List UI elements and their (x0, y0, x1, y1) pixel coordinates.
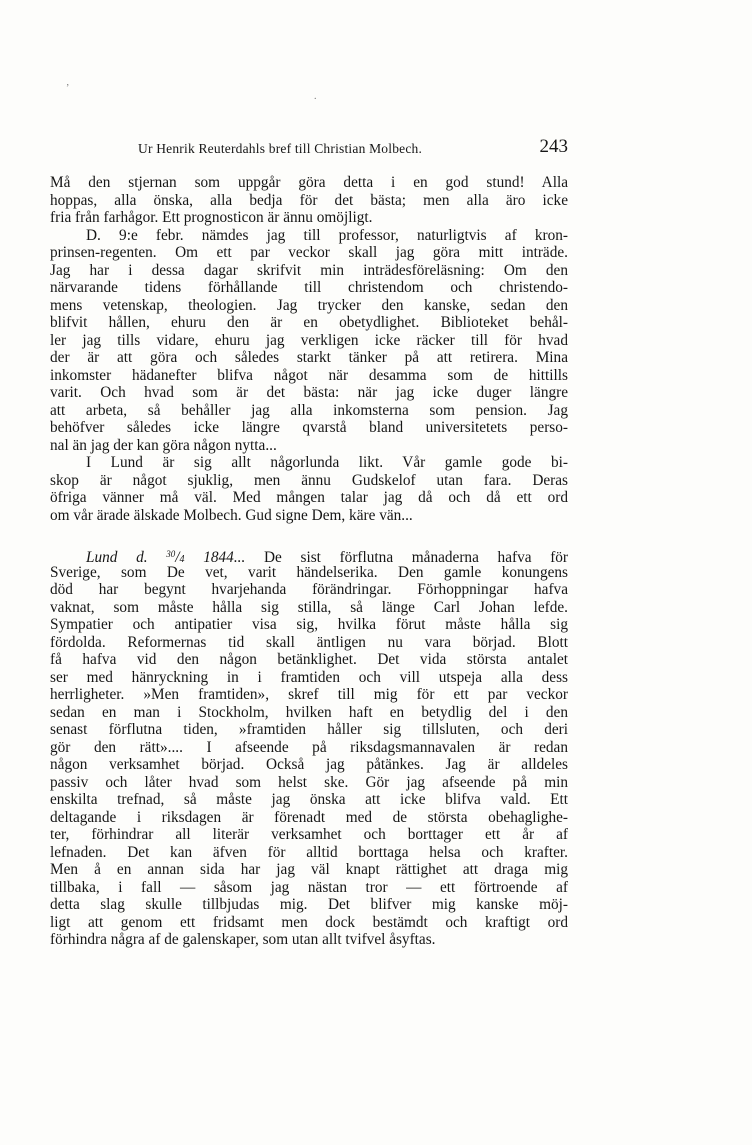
text-line: prinsen-regenten. Om ett par veckor skall jag göra mitt inträde. (50, 244, 568, 261)
text-line: fördolda. Reformernas tid skall äntligen nu vara börjad. Blott (50, 633, 568, 651)
stray-mark: ’ (66, 83, 70, 94)
text-line: Men å en annan sida har jag väl knapt rättighet att draga mig (50, 861, 568, 878)
text-line: död har begynt hvarjehanda förändringar. Förhoppningar hafva (50, 581, 568, 598)
section-gap (50, 524, 568, 546)
running-head: Ur Henrik Reuterdahls bref till Christian Molbech. (138, 141, 423, 156)
text-line: ser med hänryckning in i framtiden och vill utspeja alla dess (50, 668, 568, 686)
text-line: närvarande tidens förhållande till christendom och christendo- (50, 279, 568, 296)
text-line: blifvit hållen, ehuru den är en obetydlighet. Biblioteket behål- (50, 314, 568, 331)
text-line: herrligheter. »Men framtiden», skref till mig för ett par veckor (50, 686, 568, 703)
text-line: lefnaden. Det kan äfven för alltid borttaga helsa och krafter. (50, 843, 568, 861)
text-line: Må den stjernan som uppgår göra detta i en god stund! Alla (50, 174, 568, 191)
text-line: nal än jag der kan göra någon nytta... (50, 436, 277, 454)
text-line: senast förflutna tiden, »framtiden håller sig tillsluten, och deri (50, 721, 568, 738)
stray-dot: . (314, 91, 317, 102)
text-line: enskilta trefnad, så måste jag önska att icke blifva vald. Ett (50, 791, 568, 808)
text-line: tillbaka, i fall — såsom jag nästan tror — ett förtroende af (50, 878, 568, 896)
text-line: sedan en man i Stockholm, hvilken haft en betydlig del i den (50, 703, 568, 721)
text-line: mens vetenskap, theologien. Jag trycker den kanske, sedan den (50, 296, 568, 314)
text-line: Sverige, som De vet, varit händelserika. Den gamle konungens (50, 563, 568, 581)
text-line: någon verksamhet börjad. Också jag påtänkes. Jag är alldeles (50, 756, 568, 773)
text-line: förhindra några af de galenskaper, som utan allt tvifvel åsyftas. (50, 931, 436, 948)
text-line: vaknat, som måste hålla sig stilla, så länge Carl Johan lefde. (50, 598, 568, 616)
text-line: om vår ärade älskade Molbech. Gud signe Dem, käre vän... (50, 506, 413, 524)
page-header (50, 138, 568, 160)
text-line: varit. Och hvad som är det bästa: när jag icke duger längre (50, 384, 568, 401)
page-number: 243 (539, 136, 568, 157)
text-line: der är att göra och således starkt tänker på att retirera. Mina (50, 349, 568, 366)
first-line-text: De sist förflutna månaderna hafva för (264, 549, 569, 566)
text-line: hoppas, alla önska, alla bedja för det bästa; men alla äro icke (50, 191, 568, 209)
text-line: ligt att genom ett fridsamt men dock bestämdt och kraftigt ord (50, 913, 568, 931)
text-line: detta slag skulle tillbjudas mig. Det blifver mig kanske möj- (50, 896, 568, 913)
text-line: gör den rätt».... I afseende på riksdagsmannavalen är redan (50, 738, 568, 756)
text-line: behöfver således icke längre qvarstå bland universitetets perso- (50, 419, 568, 436)
letter-section-1 (50, 174, 568, 524)
text-line: öfriga vänner må väl. Med mången talar jag då och då ett ord (50, 489, 568, 506)
text-line: fria från farhågor. Ett prognosticon är ännu omöjligt. (50, 209, 373, 226)
dated-paragraph-first-line (50, 546, 568, 564)
text-line: ter, förhindrar all literär verksamhet och borttager ett år af (50, 826, 568, 843)
text-line: deltagande i riksdagen är förenadt med de största obehaglighe- (50, 808, 568, 826)
text-line: ler jag tills vidare, ehuru jag verkligen icke räcker till för hvad (50, 331, 568, 349)
text-line: inkomster hädanefter blifva något när desamma som de hittills (50, 366, 568, 384)
letter-section-2 (50, 546, 568, 949)
text-line: Sympatier och antipatier visa sig, hvilka förut måste hålla sig (50, 616, 568, 633)
text-line: I Lund är sig allt någorlunda likt. Vår gamle gode bi- (86, 454, 568, 471)
text-line: få hafva vid den någon betänklighet. Det vida största antalet (50, 651, 568, 668)
text-line: Jag har i dessa dagar skrifvit min inträdesföreläsning: Om den (50, 261, 568, 279)
text-line: att arbeta, så behåller jag alla inkomsterna som pension. Jag (50, 401, 568, 419)
text-line: skop är något sjuklig, men ännu Gudskelof utan fara. Deras (50, 471, 568, 489)
text-line: D. 9:e febr. nämdes jag till professor, naturligtvis af kron- (86, 226, 568, 244)
text-block (50, 174, 568, 949)
letter-date: Lund d. $^{30}$/4 1844... (86, 549, 246, 566)
text-line: passiv och låter hvad som helst ske. Gör jag afseende på min (50, 773, 568, 791)
